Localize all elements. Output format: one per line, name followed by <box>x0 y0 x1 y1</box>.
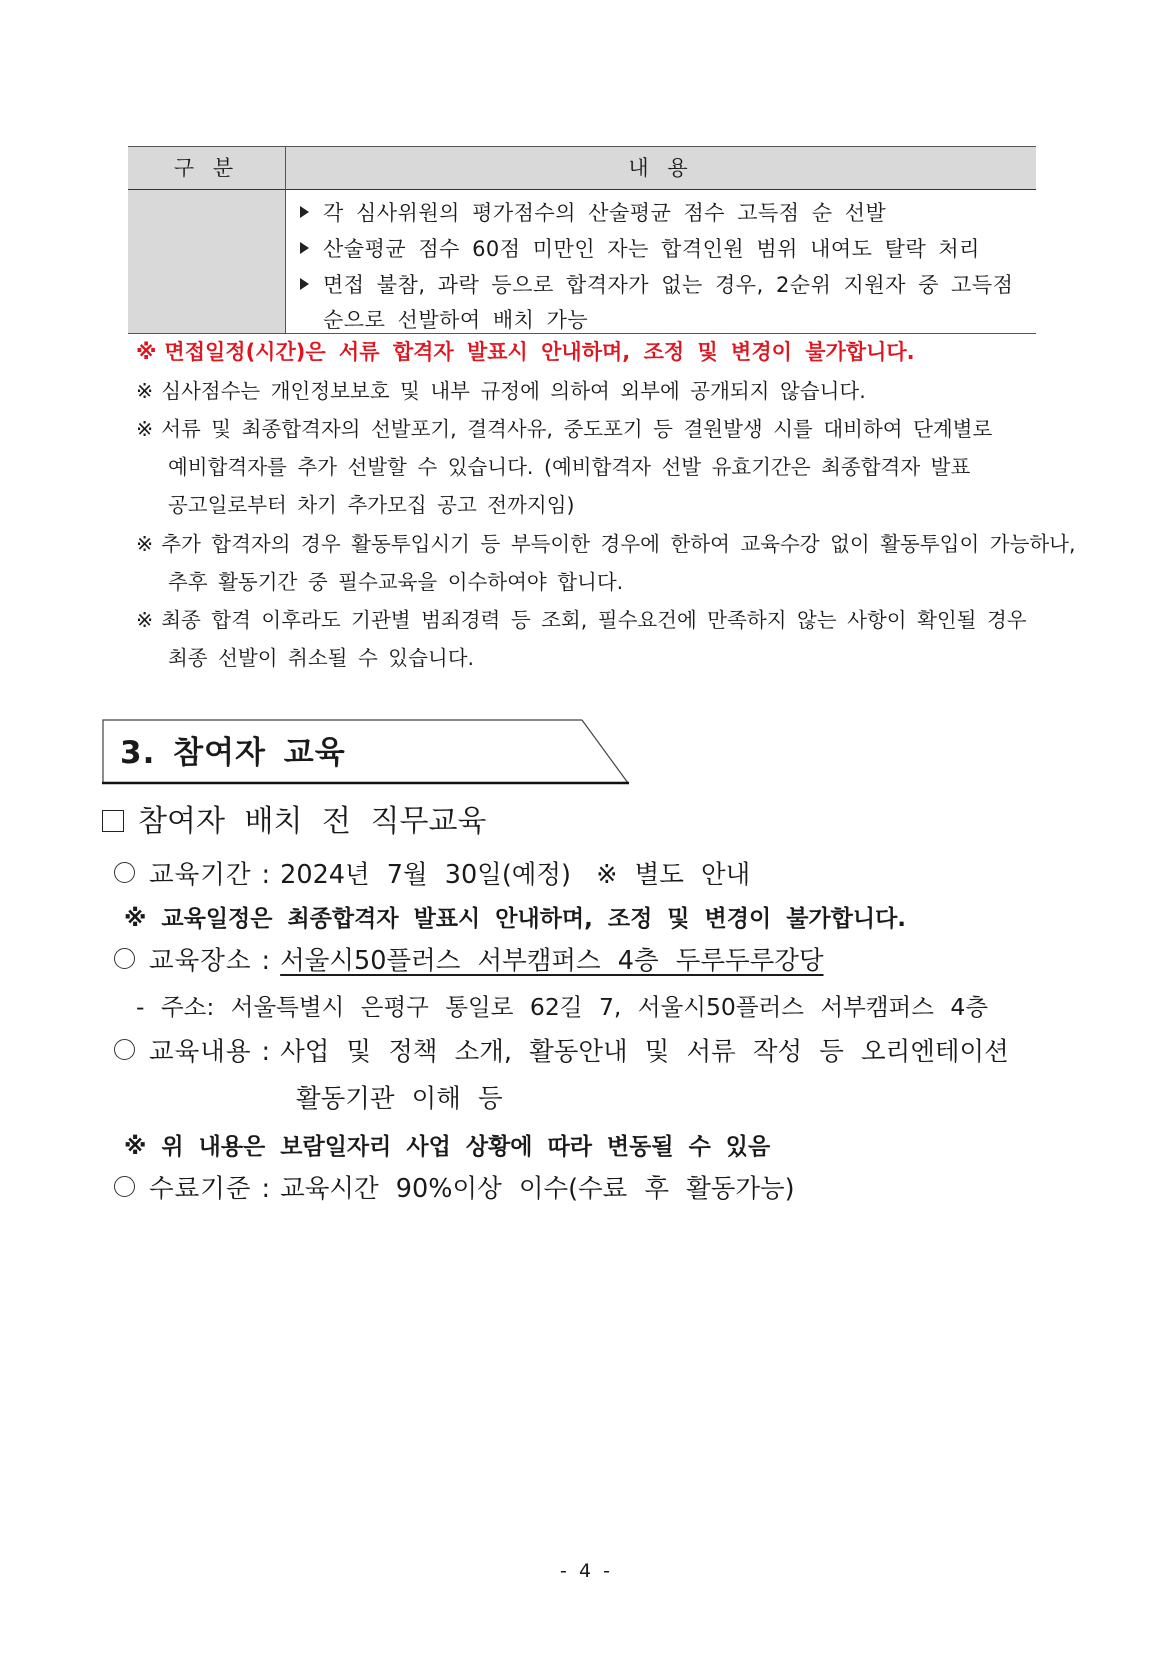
table-row-text: 산술평균 점수 60점 미만인 자는 합격인원 범위 내여도 탈락 처리 <box>323 237 980 261</box>
section-heading-box <box>102 719 632 785</box>
note-continuation: 공고일로부터 차기 추가모집 공고 전까지임) <box>168 493 575 517</box>
colon: : <box>261 1174 271 1204</box>
note-text: 심사점수는 개인정보보호 및 내부 규정에 의하여 외부에 공개되지 않습니다. <box>161 379 866 403</box>
reference-mark-icon: ※ <box>136 417 154 441</box>
item-value: 교육시간 90%이상 이수(수료 후 활동가능) <box>280 1174 795 1204</box>
table-row-continuation: 순으로 선발하여 배치 가능 <box>323 308 589 332</box>
item-value: 사업 및 정책 소개, 활동안내 및 서류 작성 등 오리엔테이션 <box>280 1037 1009 1067</box>
item-label: 교육내용 <box>149 1037 252 1067</box>
note-education-schedule <box>124 900 906 933</box>
note-text: 서류 및 최종합격자의 선발포기, 결격사유, 중도포기 등 결원발생 시를 대비하여 단계별로 <box>161 417 993 441</box>
reference-mark-icon: ※ <box>136 532 154 556</box>
section-title: 3. 참여자 교육 <box>120 735 346 771</box>
dash-bullet: - <box>136 993 145 1021</box>
note-text: 최종 합격 이후라도 기관별 범죄경력 등 조회, 필수요건에 만족하지 않는 사항이 확인될 경우 <box>161 608 1027 632</box>
item-label: 교육장소 <box>149 946 252 976</box>
item-value: 2024년 7월 30일(예정) <box>280 860 571 890</box>
circle-bullet-icon <box>114 862 135 883</box>
note-text: 추가 합격자의 경우 활동투입시기 등 부득이한 경우에 한하여 교육수강 없이 활동투입이 가능하나, <box>161 532 1076 556</box>
note-text: 교육일정은 최종합격자 발표시 안내하며, 조정 및 변경이 불가합니다. <box>161 906 907 932</box>
circle-bullet-icon <box>114 1039 135 1060</box>
reference-mark-icon: ※ <box>136 340 157 364</box>
square-bullet-icon <box>102 810 124 832</box>
table-category-cell <box>128 190 285 333</box>
table-row-text: 각 심사위원의 평가점수의 산술평균 점수 고득점 순 선발 <box>323 201 887 225</box>
item-education-period <box>114 855 750 891</box>
table-row-text: 면접 불참, 과락 등으로 합격자가 없는 경우, 2순위 지원자 중 고득점 <box>323 273 1014 297</box>
circle-bullet-icon <box>114 948 135 969</box>
colon: : <box>261 946 271 976</box>
item-note: ※ 별도 안내 <box>596 860 751 890</box>
note-additional-passers <box>136 527 1076 557</box>
item-completion-criteria <box>114 1169 795 1205</box>
reference-mark-icon: ※ <box>124 906 147 932</box>
item-label: 주소: <box>160 993 215 1021</box>
note-score-privacy <box>136 374 866 404</box>
table-header-content: 내 용 <box>628 156 694 180</box>
note-continuation: 추후 활동기간 중 필수교육을 이수하여야 합니다. <box>168 570 624 594</box>
item-education-content <box>114 1032 1009 1068</box>
triangle-right-icon <box>300 206 309 218</box>
item-address <box>136 988 988 1022</box>
table-row <box>300 197 886 227</box>
item-continuation: 활동기관 이해 등 <box>296 1084 503 1114</box>
selection-criteria-table <box>128 146 1036 334</box>
item-value: 서울시50플러스 서부캠퍼스 4층 두루두루강당 <box>280 946 824 976</box>
page-number: - 4 - <box>560 1560 610 1582</box>
reference-mark-icon: ※ <box>124 1134 147 1160</box>
subsection-heading <box>102 796 486 840</box>
table-row <box>300 233 980 263</box>
note-cancellation <box>136 603 1027 633</box>
note-text: 위 내용은 보람일자리 사업 상황에 따라 변동될 수 있음 <box>161 1134 771 1160</box>
item-value: 서울특별시 은평구 통일로 62길 7, 서울시50플러스 서부캠퍼스 4층 <box>230 993 989 1021</box>
note-continuation: 예비합격자를 추가 선발할 수 있습니다. (예비합격자 선발 유효기간은 최종합격자 발표 <box>168 455 971 479</box>
reference-mark-icon: ※ <box>136 379 154 403</box>
note-continuation: 최종 선발이 취소될 수 있습니다. <box>168 646 475 670</box>
note-subject-to-change <box>124 1128 770 1161</box>
item-label: 수료기준 <box>149 1174 252 1204</box>
reference-mark-icon: ※ <box>136 608 154 632</box>
item-label: 교육기간 <box>149 860 252 890</box>
item-education-venue <box>114 941 824 977</box>
table-header-category: 구 분 <box>173 156 240 180</box>
circle-bullet-icon <box>114 1176 135 1197</box>
note-text: 면접일정(시간)은 서류 합격자 발표시 안내하며, 조정 및 변경이 불가합니다. <box>164 340 915 364</box>
note-reserve-candidates <box>136 412 992 442</box>
subsection-title: 참여자 배치 전 직무교육 <box>138 804 487 839</box>
table-row <box>300 269 1013 299</box>
triangle-right-icon <box>300 242 309 254</box>
note-interview-schedule <box>136 336 915 366</box>
triangle-right-icon <box>300 278 309 290</box>
colon: : <box>261 1037 271 1067</box>
colon: : <box>261 860 271 890</box>
